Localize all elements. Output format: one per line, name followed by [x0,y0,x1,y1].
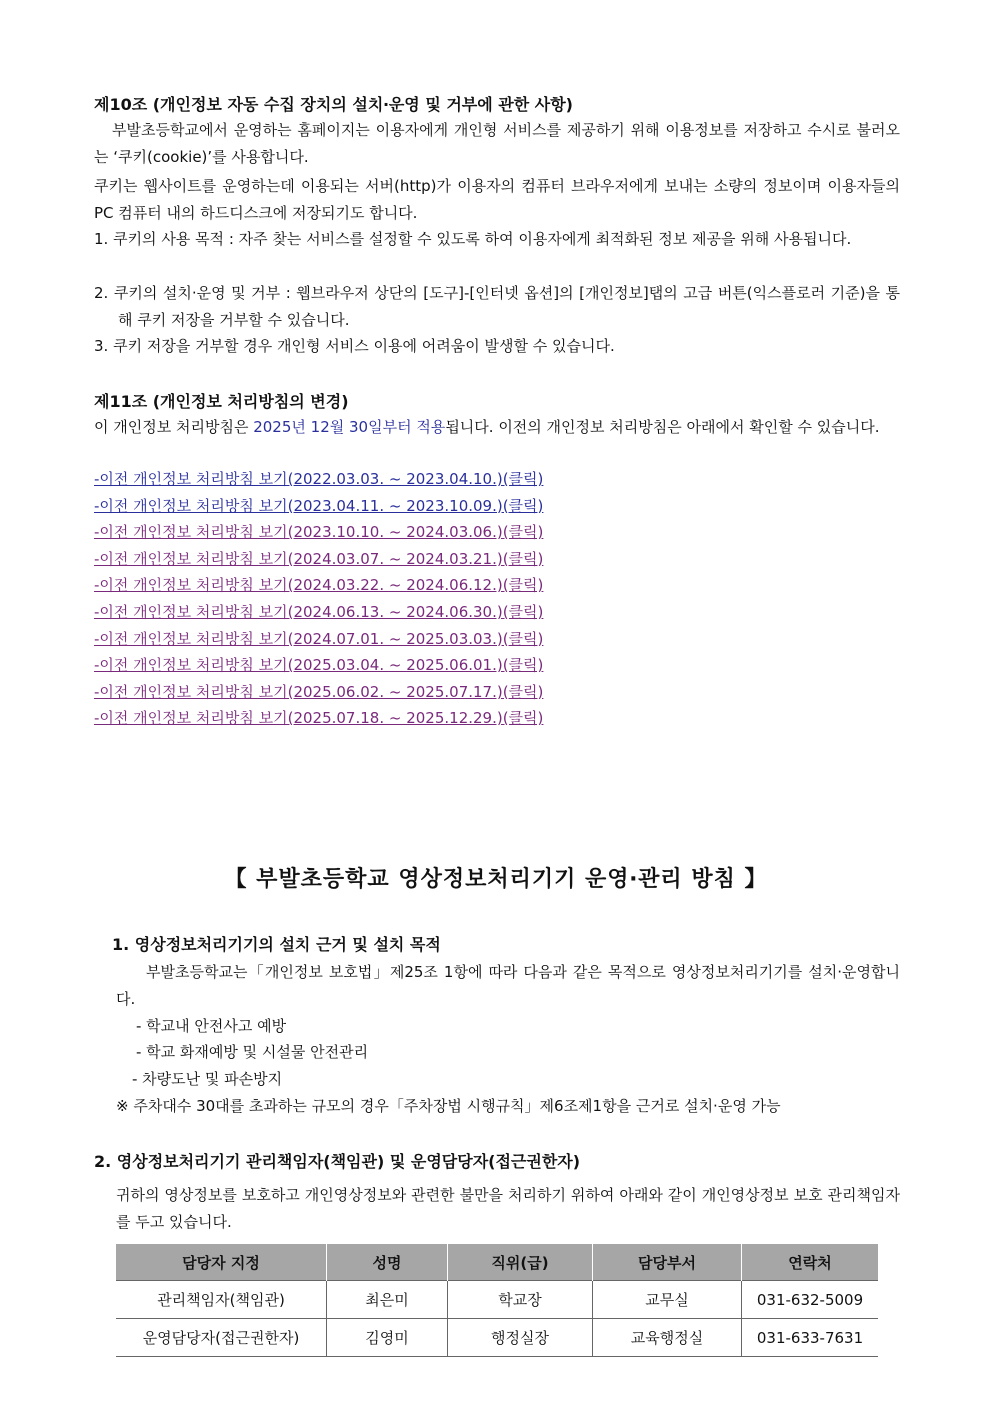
cctv-policy-title: 【 부발초등학교 영상정보처리기기 운영‧관리 방침 】 [224,867,768,892]
cell-position: 행정실장 [448,1319,593,1357]
cell-department: 교무실 [593,1281,742,1319]
cell-position: 학교장 [448,1281,593,1319]
article-11-text-after: 됩니다. 이전의 개인정보 처리방침은 아래에서 확인할 수 있습니다. [445,418,880,436]
previous-policy-link-10[interactable]: -이전 개인정보 처리방침 보기(2025.07.18. ~ 2025.12.29.)(클릭) [94,709,544,728]
previous-policy-link-6[interactable]: -이전 개인정보 처리방침 보기(2024.06.13. ~ 2024.06.30.)(클릭) [94,602,544,621]
cctv-manager-table [116,1244,878,1357]
article-10-item-3: 3. 쿠키 저장을 거부할 경우 개인형 서비스 이용에 어려움이 발생할 수 있습니다. [94,337,615,355]
header-role: 담당자 지정 [116,1244,327,1281]
cctv-section-1-title: 1. 영상정보처리기기의 설치 근거 및 설치 목적 [112,935,441,954]
cctv-purpose-1: - 학교내 안전사고 예방 [136,1017,287,1035]
article-11-text-before: 이 개인정보 처리방침은 [94,418,254,436]
cctv-purpose-2: - 학교 화재예방 및 시설물 안전관리 [136,1043,369,1061]
table-row [116,1281,878,1319]
header-name: 성명 [327,1244,448,1281]
table-row [116,1319,878,1357]
article-11-paragraph [94,414,900,441]
header-position: 직위(급) [448,1244,593,1281]
cctv-purpose-3: - 차량도난 및 파손방지 [132,1070,283,1088]
previous-policy-link-2[interactable]: -이전 개인정보 처리방침 보기(2023.04.11. ~ 2023.10.09.)(클릭) [94,496,544,515]
cell-role: 운영담당자(접근권한자) [116,1319,327,1357]
article-10-title: 제10조 (개인정보 자동 수집 장치의 설치‧운영 및 거부에 관한 사항) [94,95,573,114]
table-header-row [116,1244,878,1281]
previous-policy-link-9[interactable]: -이전 개인정보 처리방침 보기(2025.06.02. ~ 2025.07.17.)(클릭) [94,682,544,701]
article-11-title: 제11조 (개인정보 처리방침의 변경) [94,392,349,411]
cell-department: 교육행정실 [593,1319,742,1357]
previous-policy-link-1[interactable]: -이전 개인정보 처리방침 보기(2022.03.03. ~ 2023.04.10.)(클릭) [94,470,544,488]
article-10-paragraph-1: 부발초등학교에서 운영하는 홈페이지는 이용자에게 개인형 서비스를 제공하기 위해 이용정보를 저장하고 수시로 불러오는 ‘쿠키(cookie)’를 사용합니다. [94,121,900,166]
cctv-section-2-paragraph: 귀하의 영상정보를 보호하고 개인영상정보와 관련한 불만을 처리하기 위하여 아래와 같이 개인영상정보 보호 관리책임자를 두고 있습니다. [116,1186,900,1231]
effective-date: 2025년 12월 30일부터 적용 [253,418,446,436]
previous-policy-link-8[interactable]: -이전 개인정보 처리방침 보기(2025.03.04. ~ 2025.06.01.)(클릭) [94,656,544,675]
article-10-item-1: 1. 쿠키의 사용 목적 : 자주 찾는 서비스를 설정할 수 있도록 하여 이용자에게 최적화된 정보 제공을 위해 사용됩니다. [94,230,852,248]
article-10-item-2: 2. 쿠키의 설치‧운영 및 거부 : 웹브라우저 상단의 [도구]-[인터넷 옵션]의 [개인정보]탭의 고급 버튼(익스플로러 기준)을 통해 쿠키 저장을 거부할 수 있습니다. [94,284,900,329]
previous-policy-link-4[interactable]: -이전 개인정보 처리방침 보기(2024.03.07. ~ 2024.03.21.)(클릭) [94,549,544,568]
cell-name: 최은미 [327,1281,448,1319]
previous-policy-links [94,466,543,732]
header-department: 담당부서 [593,1244,742,1281]
previous-policy-link-5[interactable]: -이전 개인정보 처리방침 보기(2024.03.22. ~ 2024.06.12.)(클릭) [94,576,544,595]
cell-contact: 031-632-5009 [742,1281,879,1319]
cctv-parking-note: ※ 주차대수 30대를 초과하는 규모의 경우「주차장법 시행규칙」제6조제1항을 근거로 설치‧운영 가능 [116,1097,781,1115]
previous-policy-link-7[interactable]: -이전 개인정보 처리방침 보기(2024.07.01. ~ 2025.03.03.)(클릭) [94,629,544,648]
header-contact: 연락처 [742,1244,879,1281]
cctv-section-1-paragraph: 부발초등학교는「개인정보 보호법」제25조 1항에 따라 다음과 같은 목적으로 영상정보처리기기를 설치‧운영합니다. [116,963,900,1008]
previous-policy-link-3[interactable]: -이전 개인정보 처리방침 보기(2023.10.10. ~ 2024.03.06.)(클릭) [94,523,544,542]
article-10-paragraph-2: 쿠키는 웹사이트를 운영하는데 이용되는 서버(http)가 이용자의 컴퓨터 브라우저에게 보내는 소량의 정보이며 이용자들의 PC 컴퓨터 내의 하드디스크에 저장되기도 합니다. [94,177,900,222]
cell-role: 관리책임자(책임관) [116,1281,327,1319]
cell-name: 김영미 [327,1319,448,1357]
cell-contact: 031-633-7631 [742,1319,879,1357]
cctv-section-2-title: 2. 영상정보처리기기 관리책임자(책임관) 및 운영담당자(접근권한자) [94,1152,581,1171]
